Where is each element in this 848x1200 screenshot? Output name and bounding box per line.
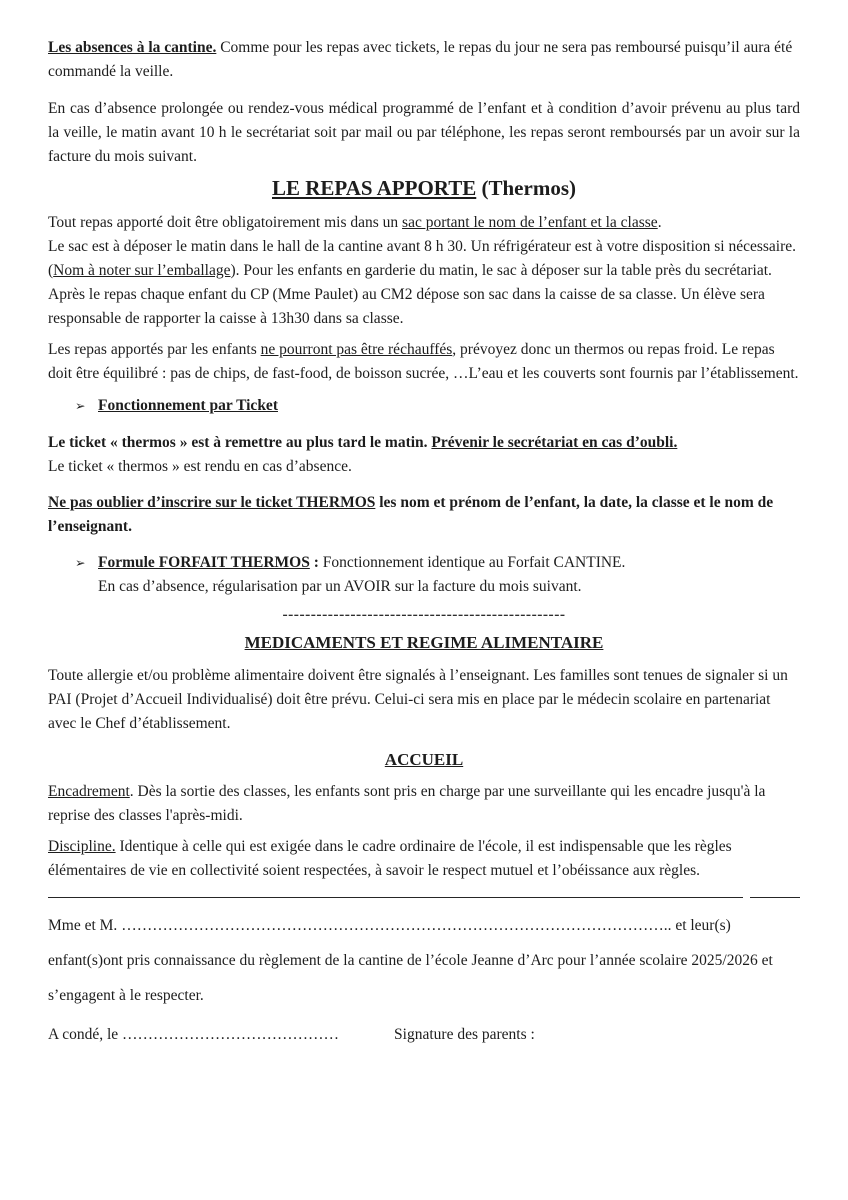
bullet-forfait-body [98,551,800,599]
encadrement-rest: . Dès la sortie des classes, les enfants sont pris en charge par une surveillante qui les encadre jusqu'à la reprise des classes l'après-midi. [48,783,766,824]
repas-underline-2: Nom à noter sur l’emballage [53,262,231,279]
bullet-ticket-label: Fonctionnement par Ticket [98,397,278,414]
repas-run-1: Tout repas apporté doit être obligatoirement mis dans un [48,214,403,231]
forfait-colon: : [309,554,323,571]
rechauffes-underline: ne pourront pas être réchauffés [260,341,453,358]
para-medicaments: Toute allergie et/ou problème alimentaire doivent être signalés à l’enseignant. Les familles sont tenues de signaler si un PAI (Projet d’Accueil Individualisé) doit être prévu. Celui-ci sera mis en place par le médecin scolaire en partenariat avec le Chef d’établissement. [48,667,788,732]
date-prefix: A condé, le [48,1026,123,1043]
repas-run-3-block [48,235,800,283]
heading-accueil-text: ACCUEIL [384,750,464,769]
arrow-bullet-icon: ➢ [75,555,86,570]
repas-run-4: ). Pour les enfants en garderie du matin, le sac à déposer sur la table près du secrétariat. [230,262,772,279]
heading-repas-main: LE REPAS APPORTE [272,176,477,200]
para-signature-statement [48,908,800,1013]
bullet-formule-forfait [48,551,800,599]
para-date-and-signature [48,1023,800,1047]
date-dotted-blank: …………………………………… [122,1026,340,1043]
signature-suffix: et leur(s) enfant(s)ont pris connaissance du règlement de la cantine de l’école Jeanne d’Arc pour l’année scolaire 2025/2026 et s’engagent à le respecter. [48,917,773,1004]
para-discipline [48,835,800,883]
rechauffes-run-1: Les repas apportés par les enfants [48,341,261,358]
para-ticket-thermos [48,431,800,479]
signature-divider [48,897,800,898]
arrow-bullet-icon: ➢ [75,398,86,413]
forfait-rest: Fonctionnement identique au Forfait CANTINE. [322,554,626,571]
repas-run-2: . [657,214,662,231]
heading-medicaments [48,631,800,655]
para-absence-prolongee: En cas d’absence prolongée ou rendez-vous médical programmé de l’enfant et à condition d’avoir prévenu au plus tard la veille, le matin avant 10 h le secrétariat soit par mail ou par téléphone, les repas seront remboursés par un avoir sur la facture du mois suivant. [48,100,800,165]
heading-accueil [48,748,800,772]
repas-underline-1: sac portant le nom de l’enfant et la classe [402,214,658,231]
ticket-line1-bold: Le ticket « thermos » est à remettre au plus tard le matin. [48,434,432,451]
signature-prefix: Mme et M. [48,917,122,934]
heading-repas-suffix: (Thermos) [476,176,576,200]
heading-medicaments-text: MEDICAMENTS ET REGIME ALIMENTAIRE [244,633,604,652]
forfait-line2: En cas d’absence, régularisation par un AVOIR sur la facture du mois suivant. [98,578,582,595]
ticket-line2: Le ticket « thermos » est rendu en cas d’absence. [48,458,352,475]
signature-dotted-blank: …………………………………………………………………………………………….. [121,917,672,934]
ticket-line1-underline: Prévenir le secrétariat en cas d’oubli. [431,434,678,451]
discipline-underline: Discipline. [48,838,116,855]
absences-rest-text: Comme pour les repas avec tickets, le repas du jour ne sera pas remboursé puisqu’il aura été commandé la veille. [48,39,793,80]
para-apres-repas: Après le repas chaque enfant du CP (Mme Paulet) au CM2 dépose son sac dans la caisse de sa classe. Un élève sera responsable de rapporter la caisse à 13h30 dans sa classe. [48,286,765,327]
divider-segment-short [750,897,800,898]
para-inscrire-ticket [48,491,800,539]
para-absences-cantine [48,36,800,84]
rechauffes-run-2: , prévoyez donc un thermos ou repas froid. Le repas doit être équilibré : pas de chips, de fast-food, de boisson sucrée, …L’eau et les couverts sont fournis par l’établissement. [48,341,799,382]
forfait-label: Formule FORFAIT THERMOS [98,554,310,571]
para-repas-rechauffes [48,338,800,386]
dashed-separator: -------------------------------------------------- [282,606,566,623]
repas-run-3: Le sac est à déposer le matin dans le hall de la cantine avant 8 h 30. Un réfrigérateur est à votre disposition si nécessaire. ( [48,238,797,279]
inscrire-underline: Ne pas oublier d’inscrire sur le ticket THERMOS [48,494,376,511]
divider-segment-long [48,897,743,898]
inscrire-rest: les nom et prénom de l’enfant, la date, la classe et le nom de l’enseignant. [48,494,774,535]
discipline-rest: Identique à celle qui est exigée dans le cadre ordinaire de l'école, il est indispensable que les règles élémentaires de vie en collectivité soient respectées, à savoir le respect mutuel et l’obéissance aux règles. [48,838,732,879]
heading-repas-apporte [48,175,800,202]
absences-lead-text: Les absences à la cantine. [48,39,217,56]
parents-signature-label: Signature des parents : [394,1026,535,1043]
bullet-fonctionnement-ticket [48,394,800,418]
encadrement-underline: Encadrement [48,783,130,800]
para-repas-apporte [48,211,800,283]
para-encadrement [48,780,800,828]
